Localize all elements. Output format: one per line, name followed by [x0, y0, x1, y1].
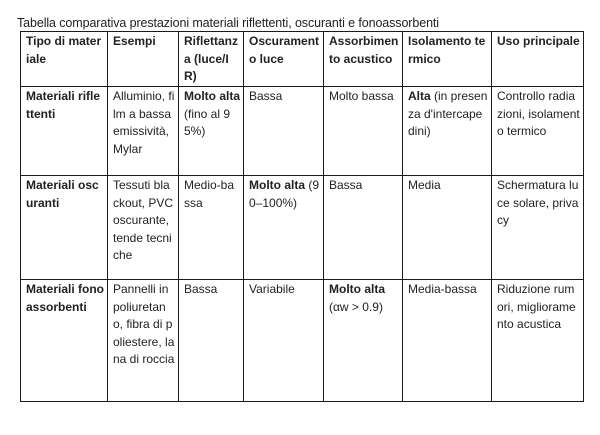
cell-oscuramento-text: Bassa	[249, 89, 283, 103]
cell-esempi: Pannelli in poliuretano, fibra di poliestere, lana di roccia	[108, 280, 179, 402]
cell-riflettanza	[179, 280, 244, 402]
cell-isolamento	[403, 280, 492, 402]
cell-esempi: Alluminio, film a bassa emissività, Mylar	[108, 87, 179, 176]
cell-riflettanza-text: Medio-bassa	[184, 178, 235, 210]
cell-tipo: Materiali riflettenti	[21, 87, 108, 176]
cell-uso: Riduzione rumori, miglioramento acustica	[492, 280, 584, 402]
header-isolamento: Isolamento termico	[403, 32, 492, 87]
header-oscuramento: Oscuramento luce	[244, 32, 324, 87]
cell-tipo: Materiali oscuranti	[21, 176, 108, 280]
cell-tipo: Materiali fonoassorbenti	[21, 280, 108, 402]
cell-riflettanza	[179, 176, 244, 280]
cell-assorbimento-text: (αw > 0.9)	[329, 299, 383, 314]
cell-isolamento-text: Media	[408, 178, 441, 192]
header-tipo: Tipo di materiale	[21, 32, 108, 87]
cell-isolamento-text: (in presenza d'intercapedini)	[408, 89, 488, 138]
cell-oscuramento-text: (90–100%)	[249, 178, 320, 210]
cell-assorbimento-emphasis: Molto alta	[329, 282, 385, 296]
cell-esempi: Tessuti blackout, PVC oscurante, tende tecniche	[108, 176, 179, 280]
header-riflettanza: Riflettanza (luce/IR)	[179, 32, 244, 87]
cell-oscuramento-emphasis: Molto alta	[249, 178, 305, 192]
cell-assorbimento-text: Molto bassa	[329, 89, 394, 103]
cell-uso: Controllo radiazioni, isolamento termico	[492, 87, 584, 176]
header-row	[21, 32, 584, 87]
cell-riflettanza-text: (fino al 95%)	[184, 106, 231, 138]
cell-assorbimento	[324, 176, 403, 280]
cell-oscuramento	[244, 176, 324, 280]
cell-riflettanza-text: Bassa	[184, 282, 218, 296]
header-uso: Uso principale	[492, 32, 584, 87]
cell-isolamento	[403, 176, 492, 280]
cell-riflettanza	[179, 87, 244, 176]
table-title: Tabella comparativa prestazioni materiali riflettenti, oscuranti e fonoassorbenti	[17, 16, 439, 30]
header-esempi: Esempi	[108, 32, 179, 87]
cell-assorbimento	[324, 87, 403, 176]
table-row	[21, 87, 584, 176]
cell-isolamento-emphasis: Alta	[408, 89, 431, 103]
cell-oscuramento	[244, 87, 324, 176]
header-assorbimento: Assorbimento acustico	[324, 32, 403, 87]
cell-uso: Schermatura luce solare, privacy	[492, 176, 584, 280]
table-row	[21, 280, 584, 402]
comparison-table	[20, 31, 584, 402]
cell-isolamento	[403, 87, 492, 176]
table-row	[21, 176, 584, 280]
cell-assorbimento	[324, 280, 403, 402]
cell-riflettanza-emphasis: Molto alta	[184, 89, 240, 103]
cell-isolamento-text: Media-bassa	[408, 282, 477, 296]
cell-oscuramento-text: Variabile	[249, 282, 295, 296]
cell-oscuramento	[244, 280, 324, 402]
cell-assorbimento-text: Bassa	[329, 178, 363, 192]
